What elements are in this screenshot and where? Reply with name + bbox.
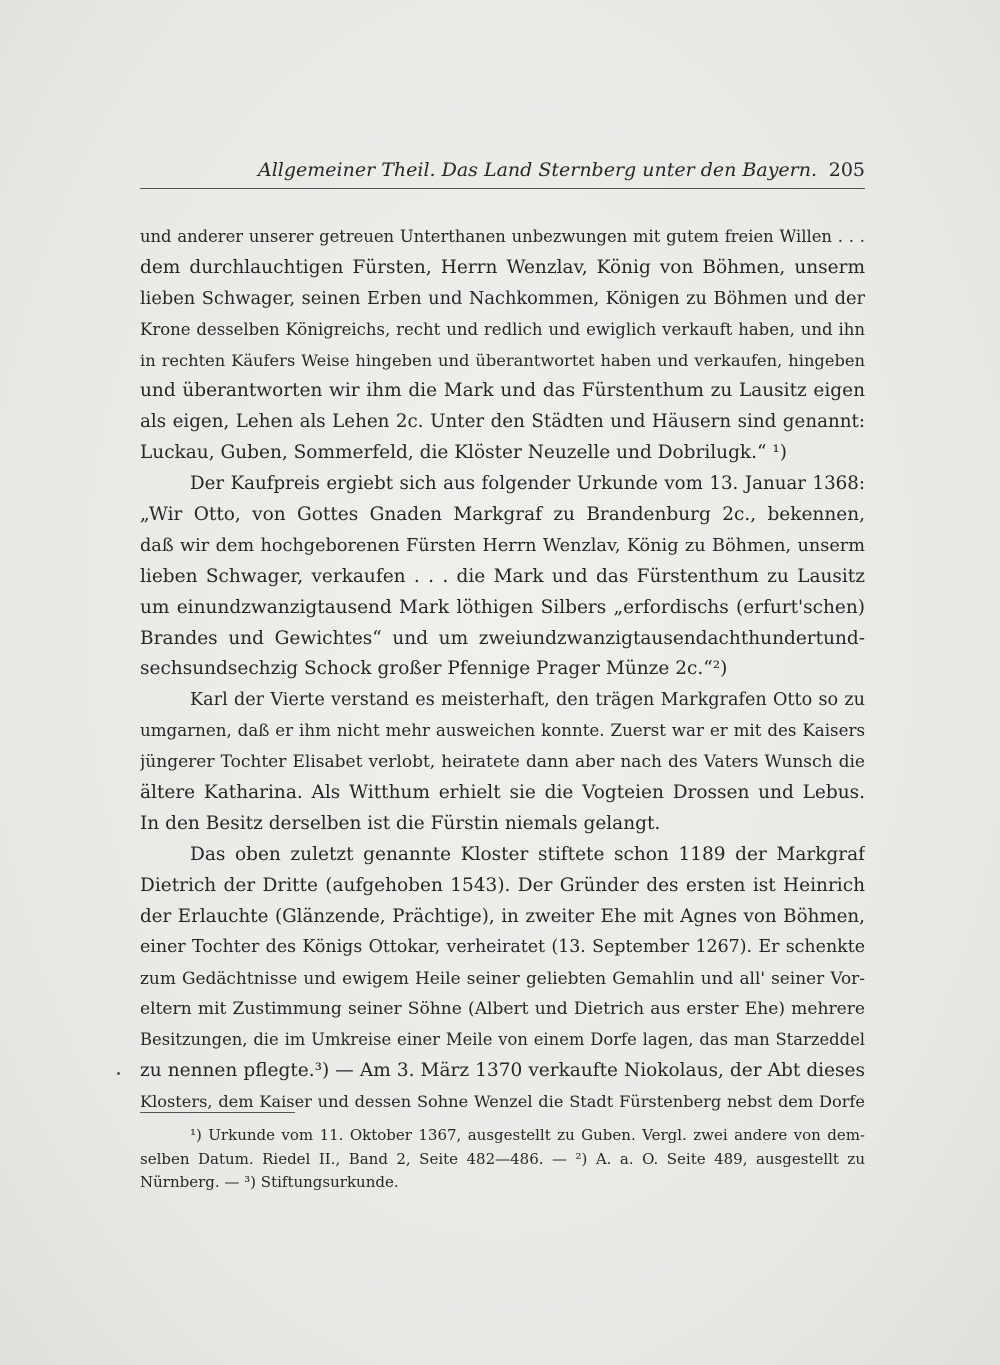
page-number: 205 (828, 159, 865, 181)
text-line: sechsundsechzig Schock großer Pfennige Prager Münze 2c.“²) (140, 658, 728, 680)
text-line: einer Tochter des Königs Ottokar, verheiratet (13. September 1267). Er schenkte (140, 937, 865, 958)
text-line: zu nennen pflegte.³) — Am 3. März 1370 verkaufte Niokolaus, der Abt dieses (140, 1060, 865, 1082)
footnote-line: Nürnberg. — ³) Stiftungsurkunde. (140, 1173, 399, 1191)
running-title: Allgemeiner Theil. Das Land Sternberg unter den Bayern. (258, 159, 818, 181)
text-line: und anderer unserer getreuen Unterthanen unbezwungen mit gutem freien Willen . . . (140, 227, 865, 246)
text-line: der Erlauchte (Glänzende, Prächtige), in zweiter Ehe mit Agnes von Böhmen, (140, 905, 865, 927)
text-line: umgarnen, daß er ihm nicht mehr ausweichen konnte. Zuerst war er mit des Kaisers (140, 721, 865, 741)
text-line: als eigen, Lehen als Lehen 2c. Unter den Städten und Häusern sind genannt: (140, 411, 865, 433)
text-line: dem durchlauchtigen Fürsten, Herrn Wenzlav, König von Böhmen, unserm (140, 256, 865, 278)
print-speck (117, 1072, 120, 1075)
text-line: lieben Schwager, seinen Erben und Nachkommen, Königen zu Böhmen und der (140, 287, 865, 309)
text-line: Das oben zuletzt genannte Kloster stiftete schon 1189 der Markgraf (190, 843, 865, 865)
footnote-rule (140, 1112, 295, 1113)
text-line: daß wir dem hochgeborenen Fürsten Herrn Wenzlav, König zu Böhmen, unserm (140, 535, 865, 556)
text-line: jüngerer Tochter Elisabet verlobt, heiratete dann aber nach des Vaters Wunsch die (140, 752, 865, 773)
text-line: um einundzwanzigtausend Mark löthigen Silbers „erfordischs (erfurt'schen) (140, 596, 865, 618)
text-line: „Wir Otto, von Gottes Gnaden Markgraf zu Brandenburg 2c., bekennen, (140, 504, 865, 526)
text-line: in rechten Käufers Weise hingeben und überantwortet haben und verkaufen, hingeben (140, 350, 865, 370)
text-line: Der Kaufpreis ergiebt sich aus folgender Urkunde vom 13. Januar 1368: (190, 473, 865, 495)
running-header (140, 157, 865, 187)
text-line: Brandes und Gewichtes“ und um zweiundzwanzigtausendachthundertund- (140, 627, 865, 649)
text-line: Dietrich der Dritte (aufgehoben 1543). Der Gründer des ersten ist Heinrich (140, 874, 865, 896)
text-line: ältere Katharina. Als Witthum erhielt sie die Vogteien Drossen und Lebus. (140, 782, 865, 804)
footnotes (140, 1124, 865, 1195)
text-line: Besitzungen, die im Umkreise einer Meile von einem Dorfe lagen, das man Starzeddel (140, 1030, 865, 1050)
footnote-line: selben Datum. Riedel II., Band 2, Seite 482—486. — ²) A. a. O. Seite 489, ausgestellt zu (140, 1149, 865, 1168)
main-text (140, 222, 865, 1118)
text-line: Karl der Vierte verstand es meisterhaft, den trägen Markgrafen Otto so zu (190, 690, 865, 711)
header-rule (140, 188, 865, 189)
text-line: lieben Schwager, verkaufen . . . die Mark und das Fürstenthum zu Lausitz (140, 565, 865, 587)
text-line: In den Besitz derselben ist die Fürstin niemals gelangt. (140, 812, 661, 834)
text-line: zum Gedächtnisse und ewigem Heile seiner geliebten Gemahlin und all' seiner Vor- (140, 968, 865, 989)
text-line: Krone desselben Königreichs, recht und redlich und ewiglich verkauft haben, und ihn (140, 319, 865, 339)
text-line: Luckau, Guben, Sommerfeld, die Klöster Neuzelle und Dobrilugk.“ ¹) (140, 442, 787, 464)
footnote-line: ¹) Urkunde vom 11. Oktober 1367, ausgestellt zu Guben. Vergl. zwei andere von dem- (190, 1126, 865, 1144)
text-line: Klosters, dem Kaiser und dessen Sohne Wenzel die Stadt Fürstenberg nebst dem Dorfe (140, 1091, 865, 1111)
text-line: und überantworten wir ihm die Mark und das Fürstenthum zu Lausitz eigen (140, 380, 865, 402)
text-line: eltern mit Zustimmung seiner Söhne (Albert und Dietrich aus erster Ehe) mehrere (140, 999, 865, 1020)
